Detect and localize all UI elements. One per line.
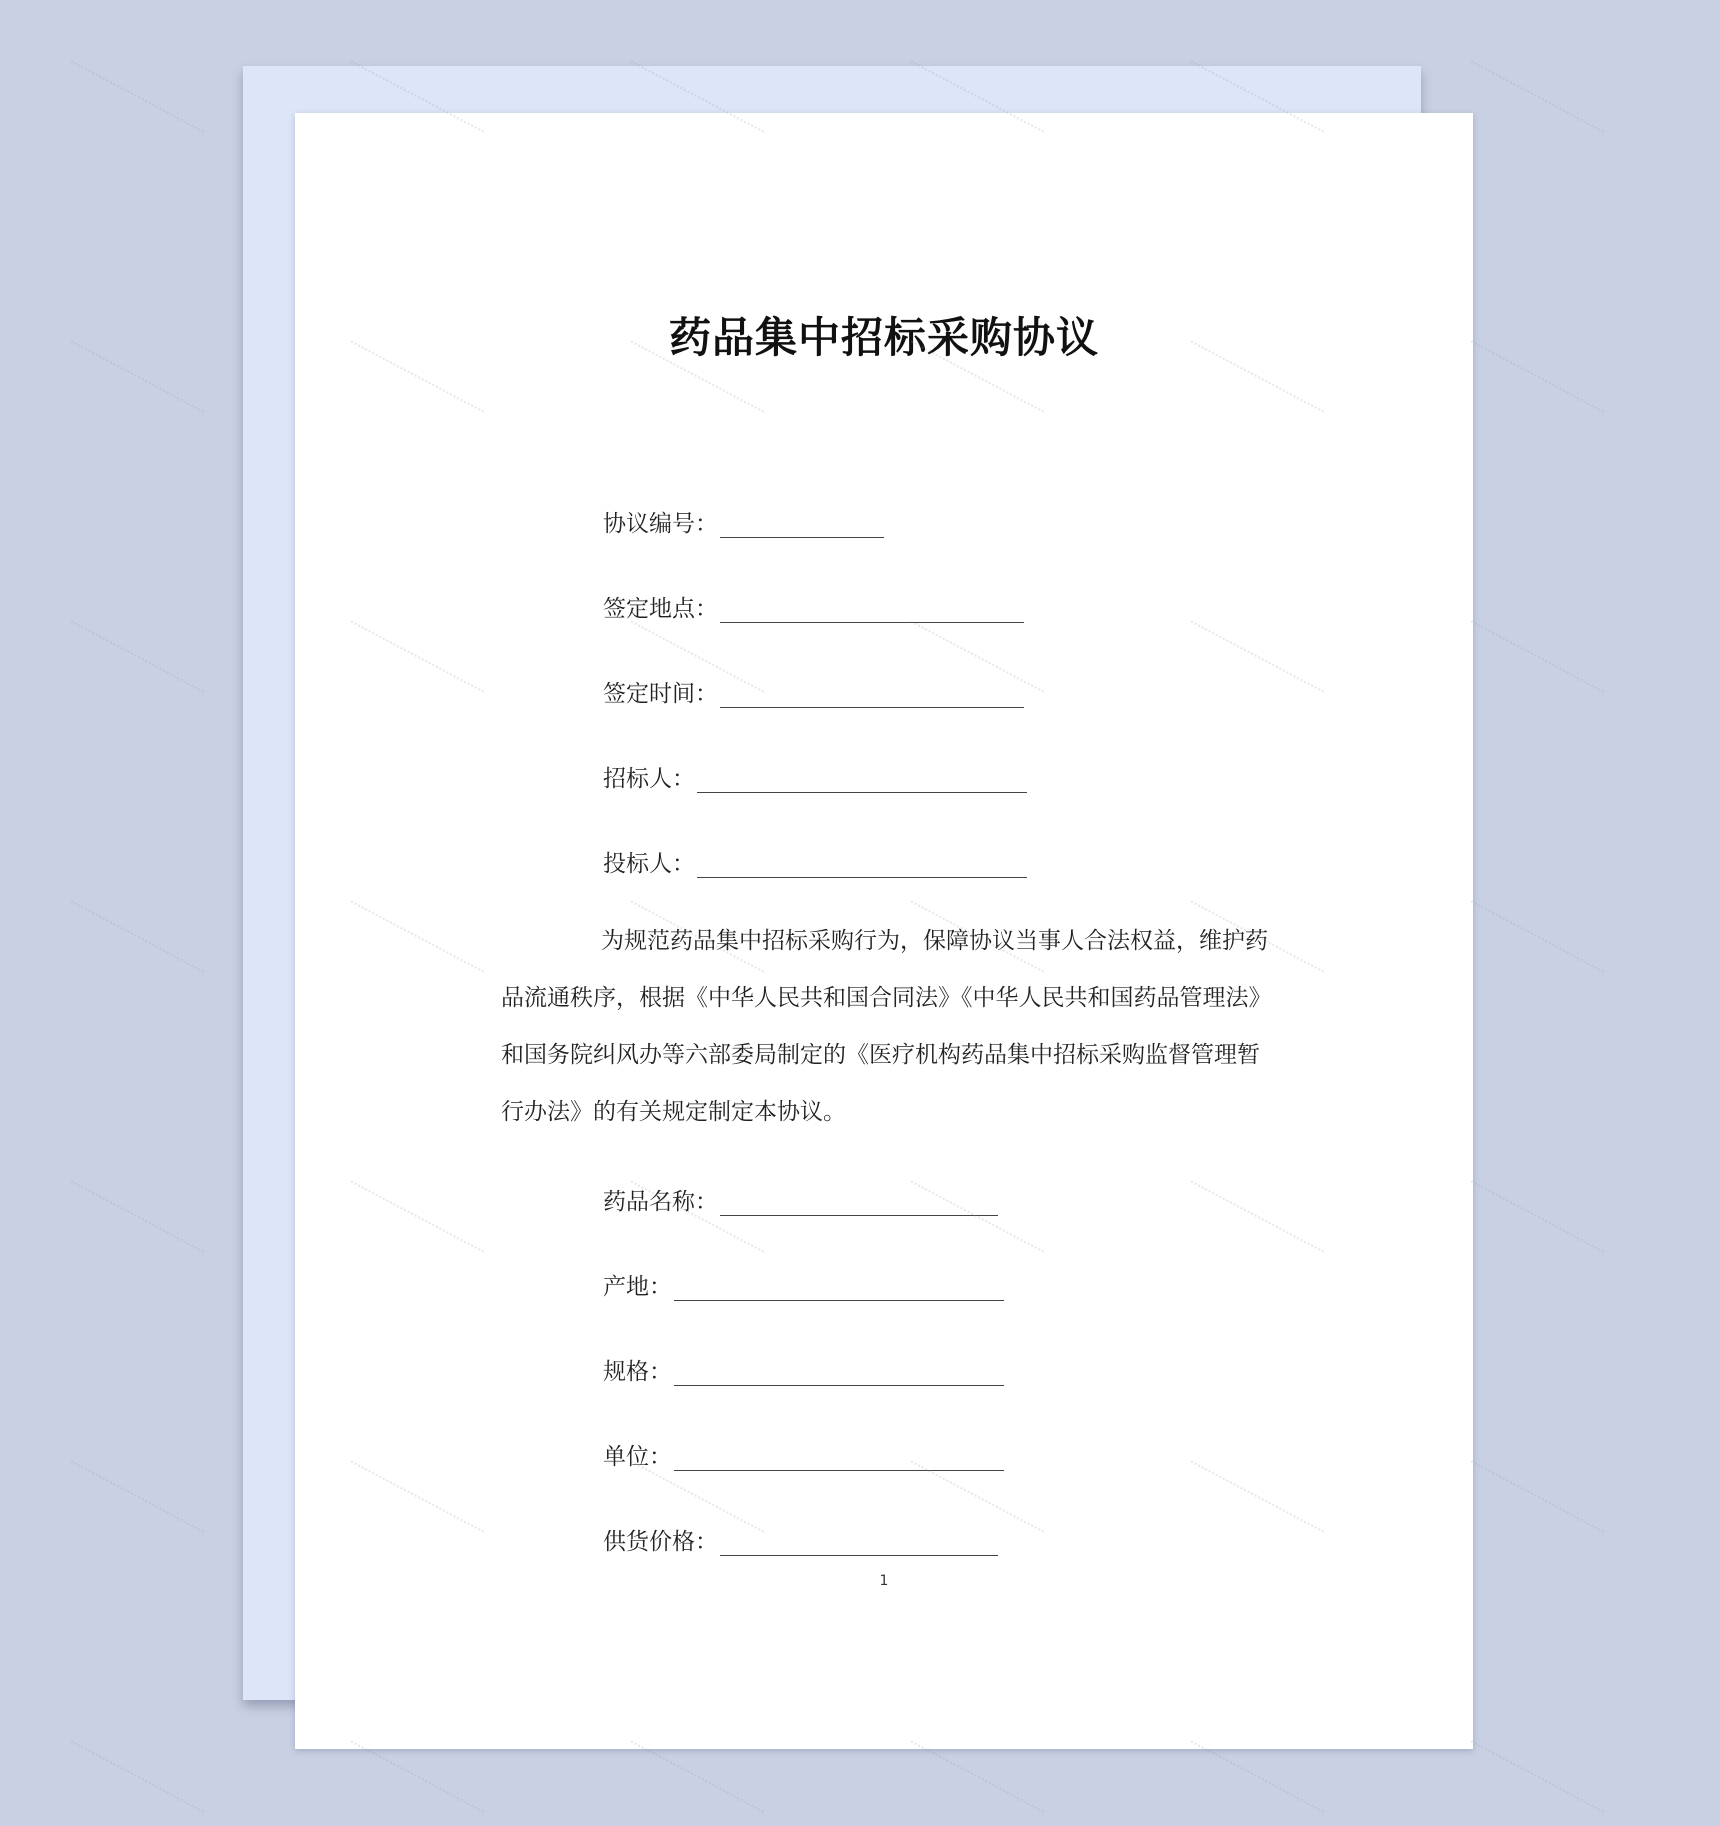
watermark-mark — [1466, 1460, 1604, 1541]
field-label: 招标人： — [603, 766, 695, 792]
blank-line — [720, 1193, 998, 1216]
field-label: 签定地点： — [603, 596, 718, 622]
field-tenderer — [603, 760, 1027, 793]
watermark-mark — [66, 620, 204, 701]
preamble-paragraph — [501, 913, 1271, 1141]
field-supply-price — [603, 1523, 998, 1556]
blank-line — [720, 685, 1024, 708]
field-label: 投标人： — [603, 851, 695, 877]
watermark-mark — [906, 1740, 1044, 1821]
watermark-mark — [346, 1740, 484, 1821]
field-origin — [603, 1268, 1004, 1301]
watermark-mark — [66, 900, 204, 981]
field-label: 产地： — [603, 1274, 672, 1300]
watermark-mark — [1466, 60, 1604, 141]
field-label: 单位： — [603, 1444, 672, 1470]
field-signing-place — [603, 590, 1024, 623]
watermark-mark — [1466, 340, 1604, 421]
watermark-mark — [1186, 1740, 1324, 1821]
field-label: 规格： — [603, 1359, 672, 1385]
document-page — [295, 113, 1473, 1749]
watermark-mark — [66, 60, 204, 141]
field-signing-time — [603, 675, 1024, 708]
watermark-mark — [1466, 1180, 1604, 1261]
watermark-mark — [66, 1460, 204, 1541]
field-drug-name — [603, 1183, 998, 1216]
blank-line — [674, 1448, 1004, 1471]
watermark-mark — [66, 1740, 204, 1821]
preamble-text: 为规范药品集中招标采购行为，保障协议当事人合法权益，维护药品流通秩序，根据《中华人民共和国合同法》《中华人民共和国药品管理法》和国务院纠风办等六部委局制定的《医疗机构药品集中招标采购监督管理暂行办法》的有关规定制定本协议。 — [501, 928, 1268, 1125]
watermark-mark — [66, 1180, 204, 1261]
field-bidder — [603, 845, 1027, 878]
watermark-mark — [1466, 900, 1604, 981]
blank-line — [720, 1533, 998, 1556]
field-label: 协议编号： — [603, 511, 718, 537]
field-agreement-number — [603, 505, 884, 538]
field-label: 供货价格： — [603, 1529, 718, 1555]
document-title: 药品集中招标采购协议 — [668, 313, 1099, 362]
blank-line — [720, 515, 884, 538]
blank-line — [674, 1363, 1004, 1386]
field-label: 签定时间： — [603, 681, 718, 707]
blank-line — [697, 770, 1027, 793]
watermark-mark — [1466, 620, 1604, 701]
watermark-mark — [66, 340, 204, 421]
field-specification — [603, 1353, 1004, 1386]
watermark-mark — [626, 1740, 764, 1821]
watermark-mark — [1466, 1740, 1604, 1821]
blank-line — [697, 855, 1027, 878]
blank-line — [720, 600, 1024, 623]
field-unit — [603, 1438, 1004, 1471]
page-number: 1 — [879, 1573, 889, 1589]
field-label: 药品名称： — [603, 1189, 718, 1215]
blank-line — [674, 1278, 1004, 1301]
